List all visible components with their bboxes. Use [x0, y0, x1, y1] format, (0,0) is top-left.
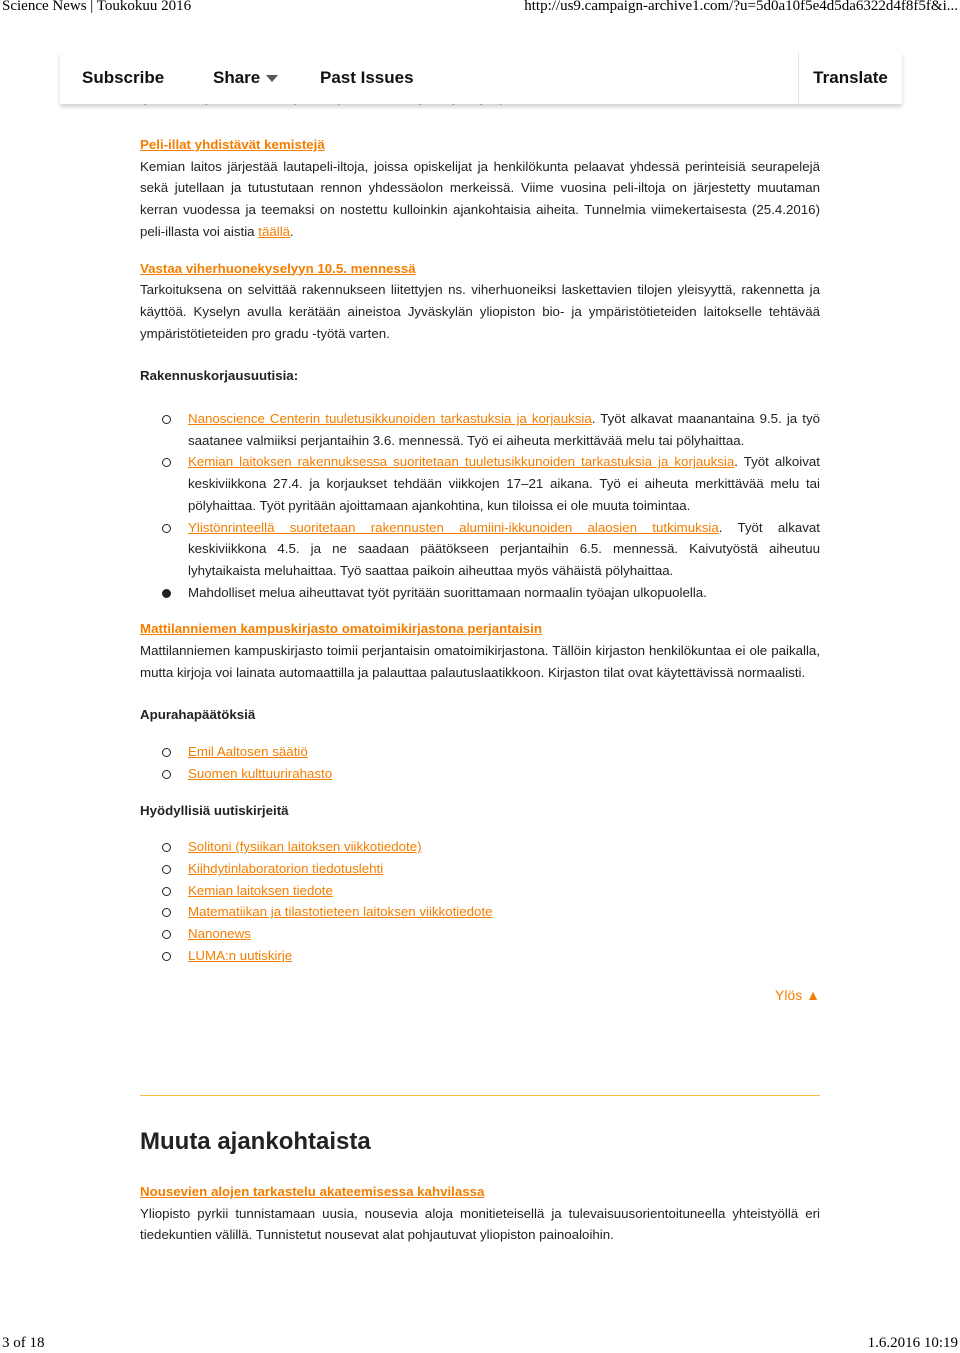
- list-item: Mahdolliset melua aiheuttavat työt pyritään suorittamaan normaalin työajan ulkopuolella.: [162, 582, 820, 604]
- newsletter-link-1[interactable]: Solitoni (fysiikan laitoksen viikkotiedote): [188, 839, 422, 855]
- newsletter-link-6[interactable]: LUMA:n uutiskirje: [188, 947, 293, 963]
- share-menu[interactable]: [213, 52, 278, 104]
- list-item: [162, 901, 820, 923]
- muuta-content: [140, 1181, 820, 1246]
- newsletter-link-3[interactable]: Kemian laitoksen tiedote: [188, 882, 333, 898]
- print-timestamp: 1.6.2016 10:19: [867, 1335, 958, 1351]
- list-item: [162, 763, 820, 785]
- kirjasto-paragraph: Mattilanniemen kampuskirjasto toimii perjantaisin omatoimikirjastona. Tällöin kirjaston henkilökuntaa ei ole paikalla, mutta kirjoja voi lainata automaattilla ja palauttaa palautuslaatikkoon. Kirjaston tilat ovat käytettävissä normaalisti.: [140, 643, 820, 680]
- print-header-title: Science News | Toukokuu 2016: [2, 0, 192, 14]
- rakennus-text-1: . Työt alkavat maanantaina 9.5. ja työ saatanee valmiiksi perjantaihin 3.6. mennessä. Työ ei aiheuta merkittävää melu tai pölyhaittaa.: [188, 411, 820, 448]
- list-item: [162, 923, 820, 945]
- newsletter-content: [140, 134, 820, 1006]
- newsletter-link-2[interactable]: Kiihdytinlaboratorion tiedotuslehti: [188, 860, 384, 876]
- list-item: [162, 451, 820, 516]
- share-label: Share: [213, 68, 261, 87]
- apuraha-heading: Apurahapäätöksiä: [140, 707, 256, 723]
- list-item: [162, 880, 820, 902]
- rakennus-link-1[interactable]: Nanoscience Centerin tuuletusikkunoiden tarkastuksia ja korjauksia: [188, 411, 592, 427]
- past-issues-link[interactable]: Past Issues: [320, 68, 414, 87]
- back-to-top-link[interactable]: Ylös ▲: [775, 986, 820, 1003]
- muuta-article-link[interactable]: Nousevien alojen tarkastelu akateemisessa kahvilassa: [140, 1184, 485, 1199]
- viher-section: [140, 258, 820, 345]
- newsletter-link-4[interactable]: Matematiikan ja tilastotieteen laitoksen viikkotiedote: [188, 904, 493, 920]
- rakennus-text-2: . Työt alkoivat keskiviikkona 27.4. ja korjaukset tehdään viikkojen 17–21 aikana. Työ ei aiheuta merkittävää melu tai pölyhaittaa. Työt pyritään ajoittamaan ajankohtina, kun tiloissa ei ole muuta toimintaa.: [188, 454, 820, 513]
- list-item: [162, 517, 820, 582]
- section-title: Muuta ajankohtaista: [140, 1128, 371, 1155]
- muuta-paragraph: Yliopisto pyrkii tunnistamaan uusia, nousevia aloja monitieteisellä ja tulevaisuusorientoituneella yhteistyöllä eri tiedekuntien välillä. Tunnistetut nousevat alat pohjautuvat yliopiston painoaloihin.: [140, 1205, 820, 1243]
- back-to-top: [140, 985, 820, 1007]
- list-item: [162, 836, 820, 858]
- viher-title-link[interactable]: Vastaa viherhuonekyselyyn 10.5. mennessä: [140, 260, 416, 276]
- peli-text: Kemian laitos järjestää lautapeli-iltoja, joissa opiskelijat ja henkilökunta pelaavat yhdessä perinteisiä seurapelejä sekä jutellaan ja tutustutaan rennon yhdessäolon merkeissä. Viime vuosina peli-iltoja on järjestetty muutaman kerran vuodessa ja teemaksi on nostettu kulloinkin ajankohtaisia aiheita. Tunnelmia viimekertaisesta (25.4.2016) peli-illasta voi aistia: [140, 158, 820, 239]
- viher-paragraph: Tarkoituksena on selvittää rakennukseen liitettyjen ns. viherhuoneiksi laskettavien tilojen yleisyyttä, rakennetta ja käyttöä. Kyselyn avulla kerätään aineistoa Jyväskylän yliopiston bio- ja ympäristötieteiden laitokselle tehtävää ympäristötieteiden pro gradu -työtä varten.: [140, 282, 820, 341]
- kirjasto-section: [140, 618, 820, 683]
- print-header: [0, 0, 960, 15]
- uutiskirjeet-heading: Hyödyllisiä uutiskirjeitä: [140, 802, 289, 818]
- peli-paragraph: [140, 156, 820, 243]
- rakennus-text-3: . Työt alkavat keskiviikkona 4.5. ja ne saadaan päätökseen perjantaihin 6.5. mennessä. Kaivutyöstä aiheutuu lyhytaikaista meluhaittaa. Työ saattaa paikoin aiheuttaa myös vähäistä pölyhaittaa.: [188, 519, 820, 578]
- rakennus-link-2[interactable]: Kemian laitoksen rakennuksessa suoritetaan tuuletusikkunoiden tarkastuksia ja korjauksia: [188, 454, 735, 470]
- apuraha-link-1[interactable]: Emil Aaltosen säätiö: [188, 744, 308, 760]
- list-item: [162, 408, 820, 451]
- rakennus-heading: Rakennuskorjausuutisia:: [140, 368, 299, 384]
- newsletter-link-5[interactable]: Nanonews: [188, 926, 251, 942]
- list-item: [162, 741, 820, 763]
- list-item: [162, 945, 820, 967]
- peli-title-link[interactable]: Peli-illat yhdistävät kemistejä: [140, 137, 325, 152]
- uutiskirjeet-list: [162, 836, 820, 966]
- subscribe-link[interactable]: Subscribe: [82, 68, 165, 87]
- apuraha-list: [162, 741, 820, 784]
- apuraha-link-2[interactable]: Suomen kulttuurirahasto: [188, 765, 333, 781]
- peli-here-link[interactable]: täällä: [258, 223, 291, 239]
- peli-end: .: [290, 223, 294, 239]
- print-header-url: http://us9.campaign-archive1.com/?u=5d0a10f5e4d5da6322d4f8f5f&i...: [524, 0, 958, 14]
- page-counter: 3 of 18: [2, 1335, 45, 1351]
- kirjasto-title-link[interactable]: Mattilanniemen kampuskirjasto omatoimikirjastona perjantaisin: [140, 621, 542, 637]
- campaign-nav-bar: [60, 52, 902, 104]
- section-divider: [140, 1095, 820, 1096]
- translate-button[interactable]: Translate: [798, 52, 902, 104]
- caret-down-icon: [266, 75, 278, 82]
- list-item: [162, 858, 820, 880]
- print-footer: [0, 1335, 960, 1352]
- rakennus-list: [162, 408, 820, 603]
- peli-section: [140, 134, 820, 243]
- rakennus-link-3[interactable]: Ylistönrinteellä suoritetaan rakennusten alumiini-ikkunoiden alaosien tutkimuksia: [188, 519, 719, 535]
